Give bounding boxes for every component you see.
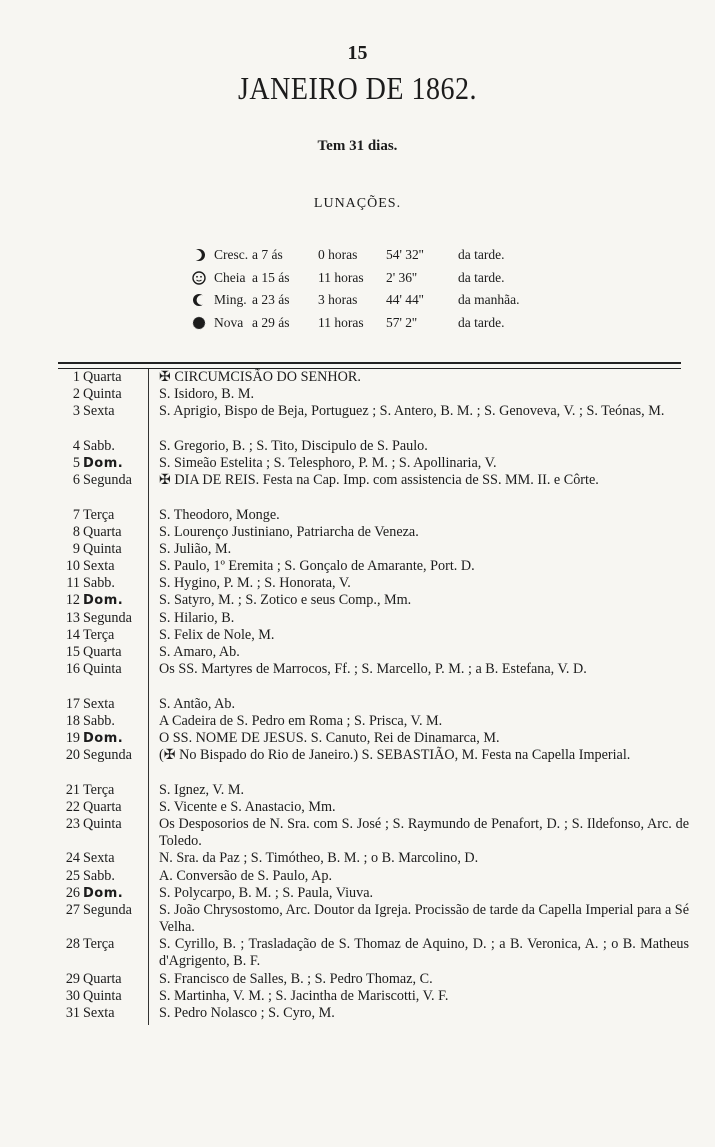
weekday: Sexta [83,695,115,712]
page-title: JANEIRO DE 1862. [238,71,477,108]
calendar-row [58,799,688,816]
weekday: Terça [83,506,115,523]
day-number: 5 [72,454,80,471]
day-number: 24 [65,850,80,867]
calendar-row [58,472,688,506]
calendar-row [58,816,688,850]
calendar-row [58,438,688,455]
page-number: 15 [347,42,368,64]
calendar-row [58,713,688,730]
calendar-row [58,730,688,747]
waning-moon-icon [192,293,206,307]
calendar-row [58,592,688,609]
day-number: 26 [65,884,80,901]
day-number: 30 [65,987,80,1004]
calendar-row [58,971,688,988]
calendar-row [58,627,688,644]
calendar-row [58,558,688,575]
saint-entry: S. Theodoro, Monge. [159,506,280,523]
day-number: 31 [65,1005,80,1022]
day-number: 10 [65,558,80,575]
saint-entry: A Cadeira de S. Pedro em Roma ; S. Prisca, V. M. [159,712,443,729]
day-number: 27 [65,901,80,918]
saint-entry: S. Lourenço Justiniano, Patriarcha de Veneza. [159,523,419,540]
saint-entry: S. Satyro, M. ; S. Zotico e seus Comp., Mm. [159,592,412,609]
moon-phase-row: Cheia a 15 ás 11 horas 2' 36'' da tarde. [192,267,519,290]
weekday: Sexta [83,403,115,420]
calendar-row [58,747,688,781]
day-number: 3 [72,403,80,420]
weekday: Sexta [83,850,115,867]
moon-phase-row: Nova a 29 ás 11 horas 57' 2'' da tarde. [192,312,519,335]
weekday: Quarta [83,644,122,661]
weekday: Sexta [83,558,115,575]
saint-entry: S. Amaro, Ab. [159,644,240,661]
moon-phases-list [192,244,519,334]
saint-entry: S. Polycarpo, B. M. ; S. Paula, Viuva. [159,884,374,901]
saint-entry: S. Simeão Estelita ; S. Telesphoro, P. M. ; S. Apollinaria, V. [159,454,497,471]
saint-entry: ✠ CIRCUMCISÃO DO SENHOR. [159,369,361,385]
calendar-table [58,369,688,1022]
saint-entry: (✠ No Bispado do Rio de Janeiro.) S. SEBASTIÃO, M. Festa na Capella Imperial. [159,747,631,764]
weekday: Quarta [83,970,122,987]
weekday: Quinta [83,386,122,403]
weekday: Sabb. [83,712,115,729]
day-number: 17 [65,695,80,712]
calendar-row [58,936,688,970]
day-number: 28 [65,936,80,953]
weekday: Sabb. [83,867,115,884]
saint-entry: S. Francisco de Salles, B. ; S. Pedro Thomaz, C. [159,970,433,987]
day-number: 1 [72,369,80,385]
saint-entry: S. Martinha, V. M. ; S. Jacintha de Mariscotti, V. F. [159,987,449,1004]
full-moon-icon [192,271,206,285]
saint-entry: S. Paulo, 1º Eremita ; S. Gonçalo de Amarante, Port. D. [159,558,475,575]
saint-entry: A. Conversão de S. Paulo, Ap. [159,867,332,884]
calendar-row [58,782,688,799]
saint-entry: S. Felix de Nole, M. [159,626,275,643]
day-number: 16 [65,661,80,678]
saint-entry: Os SS. Martyres de Marrocos, Ff. ; S. Marcello, P. M. ; a B. Estefana, V. D. [159,661,587,678]
saint-entry: S. Julião, M. [159,540,232,557]
calendar-row [58,988,688,1005]
weekday: Quinta [83,987,122,1004]
day-number: 4 [72,437,80,454]
calendar-row [58,386,688,403]
day-number: 2 [72,386,80,403]
saint-entry: S. Isidoro, B. M. [159,386,254,403]
saint-entry: S. Vicente e S. Anastacio, Mm. [159,798,336,815]
day-number: 19 [65,729,80,746]
day-number: 15 [65,644,80,661]
lunacoes-heading: LUNAÇÕES. [313,196,402,211]
saint-entry: S. João Chrysostomo, Arc. Doutor da Igreja. Procissão de tarde da Capella Imperial para a Sé Velha. [159,901,689,936]
calendar-row [58,610,688,627]
weekday: Sexta [83,1005,115,1022]
moon-phase-row: Cresc. a 7 ás 0 horas 54' 32'' da tarde. [192,244,519,267]
calendar-row [58,541,688,558]
saint-entry: S. Gregorio, B. ; S. Tito, Discipulo de S. Paulo. [159,437,428,454]
weekday: Quinta [83,815,122,832]
weekday: Terça [83,936,115,953]
calendar-row [58,403,688,437]
crescent-moon-icon [192,248,206,262]
weekday: Quarta [83,798,122,815]
calendar-row [58,1005,688,1022]
saint-entry: S. Ignez, V. M. [159,781,244,798]
calendar-row [58,850,688,867]
day-number: 14 [65,626,80,643]
day-number: 12 [65,592,80,609]
calendar-row [58,661,688,695]
weekday: Dom. [83,593,124,609]
day-number: 11 [66,575,80,592]
day-number: 23 [65,815,80,832]
day-number: 29 [65,970,80,987]
table-top-rule [58,362,681,369]
calendar-row [58,696,688,713]
weekday: Dom. [83,455,124,471]
day-number: 25 [65,867,80,884]
saint-entry: S. Antão, Ab. [159,695,236,712]
weekday: Segunda [83,747,132,764]
calendar-row [58,902,688,936]
saint-entry: Os Desposorios de N. Sra. com S. José ; S. Raymundo de Penafort, D. ; S. Ildefonso, Arc. de Toledo. [159,815,689,850]
calendar-row [58,885,688,902]
calendar-row [58,868,688,885]
day-number: 21 [65,781,80,798]
saint-entry: S. Aprigio, Bispo de Beja, Portuguez ; S. Antero, B. M. ; S. Genoveva, V. ; S. Teónas, M. [159,403,665,420]
calendar-row [58,524,688,541]
weekday: Segunda [83,472,132,489]
new-moon-icon [192,316,206,330]
saint-entry: S. Hygino, P. M. ; S. Honorata, V. [159,575,351,592]
weekday: Quarta [83,523,122,540]
weekday: Terça [83,626,115,643]
weekday: Sabb. [83,575,115,592]
calendar-row [58,455,688,472]
weekday: Sabb. [83,437,115,454]
day-number: 8 [72,523,80,540]
day-number: 7 [72,506,80,523]
weekday: Quinta [83,661,122,678]
saint-entry: ✠ DIA DE REIS. Festa na Cap. Imp. com assistencia de SS. MM. II. e Côrte. [159,472,599,489]
weekday: Quarta [83,369,122,385]
saint-entry: N. Sra. da Paz ; S. Timótheo, B. M. ; o B. Marcolino, D. [159,850,479,867]
calendar-row [58,575,688,592]
saint-entry: O SS. NOME DE JESUS. S. Canuto, Rei de Dinamarca, M. [159,729,500,746]
day-number: 20 [65,747,80,764]
weekday: Quinta [83,540,122,557]
day-number: 9 [72,540,80,557]
saint-entry: S. Pedro Nolasco ; S. Cyro, M. [159,1005,335,1022]
calendar-row [58,644,688,661]
weekday: Dom. [83,730,124,746]
saint-entry: S. Cyrillo, B. ; Trasladação de S. Thomaz de Aquino, D. ; a B. Veronica, A. ; o B. Matheus d'Agrigento, B. F. [159,936,689,970]
weekday: Segunda [83,901,132,918]
day-number: 13 [65,609,80,626]
weekday: Segunda [83,609,132,626]
day-number: 6 [72,472,80,489]
weekday: Terça [83,781,115,798]
moon-phase-row: Ming. a 23 ás 3 horas 44' 44'' da manhãa. [192,289,519,312]
saint-entry: S. Hilario, B. [159,609,235,626]
weekday: Dom. [83,885,124,901]
calendar-row [58,507,688,524]
days-count: Tem 31 dias. [317,138,398,154]
day-number: 18 [65,712,80,729]
calendar-row [58,369,688,386]
day-number: 22 [65,798,80,815]
